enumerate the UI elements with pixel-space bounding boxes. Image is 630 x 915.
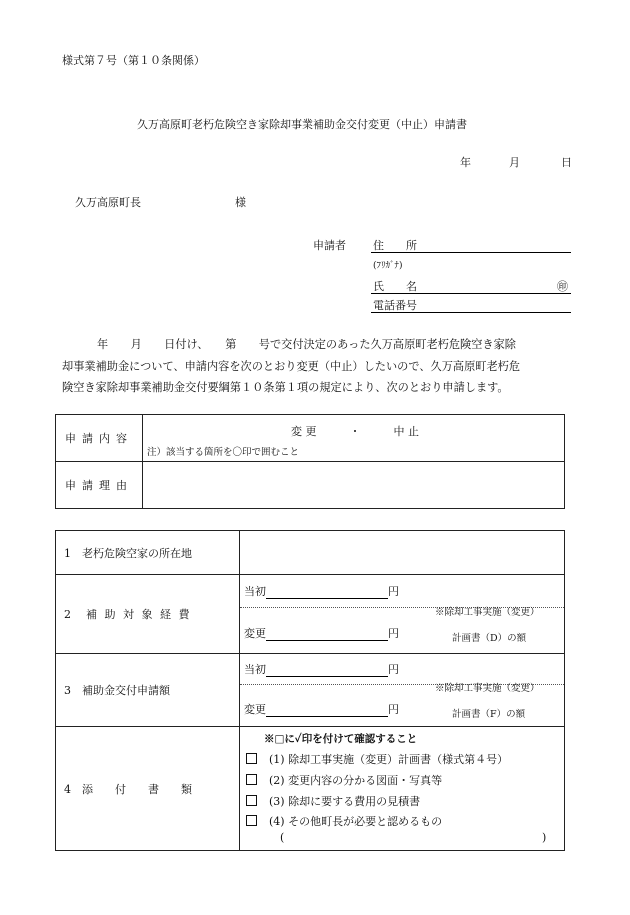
addressee-name: 久万高原町長 bbox=[75, 196, 141, 209]
date-year: 年 bbox=[460, 156, 471, 169]
cost-note-1: ※除却工事実施（変更） bbox=[435, 607, 540, 618]
content-note: 注）該当する箇所を〇印で囲むこと bbox=[147, 447, 300, 458]
cost-initial-yen: 円 bbox=[388, 585, 399, 598]
attachment-item-4[interactable] bbox=[246, 813, 442, 829]
attachments-label-cell bbox=[56, 727, 240, 851]
seal-mark: ㊞ bbox=[557, 280, 568, 293]
subsidy-initial-yen: 円 bbox=[388, 663, 399, 676]
cost-changed[interactable] bbox=[244, 625, 399, 641]
attachment-text: (2) 変更内容の分かる図面・写真等 bbox=[269, 774, 443, 787]
name-label: 氏 名 bbox=[373, 280, 417, 293]
checkbox[interactable] bbox=[246, 815, 257, 826]
reason-label-cell bbox=[56, 462, 143, 509]
body-line-1: 年 月 日付け、 第 号で交付決定のあった久万高原町老朽危険空き家除 bbox=[97, 338, 516, 351]
subsidy-note-2: 計画書（F）の額 bbox=[452, 709, 526, 720]
date-month: 月 bbox=[509, 156, 520, 169]
attachment-text: (1) 除却工事実施（変更）計画書（様式第４号） bbox=[269, 753, 509, 766]
cost-initial-label: 当初 bbox=[244, 585, 266, 598]
subsidy-label-cell bbox=[56, 654, 240, 727]
content-label: 申請内容 bbox=[65, 432, 133, 445]
checkbox[interactable] bbox=[246, 795, 257, 806]
cost-cell[interactable] bbox=[240, 575, 565, 654]
attachment-item-2[interactable] bbox=[246, 772, 442, 788]
subsidy-changed-label: 変更 bbox=[244, 703, 266, 716]
other-paren-open: ( bbox=[280, 831, 285, 844]
attachment-item-1[interactable] bbox=[246, 751, 508, 767]
address-label: 住 所 bbox=[373, 239, 417, 252]
subsidy-cell[interactable] bbox=[240, 654, 565, 727]
checkbox[interactable] bbox=[246, 753, 257, 764]
cost-note-2: 計画書（D）の額 bbox=[452, 633, 527, 644]
change-cancel-options[interactable]: 変 更 ・ 中 止 bbox=[291, 425, 419, 438]
attachment-text: (4) その他町長が必要と認めるもの bbox=[269, 815, 443, 828]
cost-changed-line[interactable] bbox=[266, 627, 388, 641]
cost-changed-label: 変更 bbox=[244, 627, 266, 640]
cost-label: 2 補 助 対 象 経 費 bbox=[64, 608, 192, 621]
furigana-label: (ﾌﾘｶﾞﾅ) bbox=[373, 261, 403, 271]
reason-cell[interactable] bbox=[143, 462, 565, 509]
application-table bbox=[55, 414, 565, 509]
subsidy-changed-yen: 円 bbox=[388, 703, 399, 716]
subsidy-changed[interactable] bbox=[244, 701, 399, 717]
addressee-honorific: 様 bbox=[235, 196, 246, 209]
form-number: 様式第７号（第１０条関係） bbox=[62, 54, 205, 67]
applicant-label: 申請者 bbox=[313, 239, 346, 252]
address-line[interactable] bbox=[371, 252, 571, 253]
attachments-label: 4 添 付 書 類 bbox=[64, 782, 192, 796]
attachments-instruction: ※□に✓印を付けて確認すること bbox=[264, 733, 418, 745]
location-cell[interactable] bbox=[240, 531, 565, 575]
subsidy-initial-label: 当初 bbox=[244, 663, 266, 676]
cost-initial-line[interactable] bbox=[266, 585, 388, 599]
checkbox[interactable] bbox=[246, 774, 257, 785]
body-line-2: 却事業補助金について、申請内容を次のとおり変更（中止）したいので、久万高原町老朽危 bbox=[62, 360, 521, 373]
details-table bbox=[55, 530, 565, 851]
other-paren-close: ) bbox=[542, 831, 547, 844]
subsidy-changed-line[interactable] bbox=[266, 703, 388, 717]
name-line[interactable] bbox=[371, 293, 571, 294]
content-label-cell bbox=[56, 415, 143, 462]
attachment-item-3[interactable] bbox=[246, 793, 420, 809]
location-label-cell bbox=[56, 531, 240, 575]
date-day: 日 bbox=[561, 156, 572, 169]
reason-label: 申請理由 bbox=[65, 479, 133, 492]
page-title: 久万高原町老朽危険空き家除却事業補助金交付変更（中止）申請書 bbox=[137, 118, 467, 131]
phone-label: 電話番号 bbox=[373, 299, 417, 312]
subsidy-note-1: ※除却工事実施（変更） bbox=[435, 683, 540, 694]
content-cell[interactable] bbox=[143, 415, 565, 462]
phone-line[interactable] bbox=[371, 312, 571, 313]
location-label: 1 老朽危険空家の所在地 bbox=[64, 546, 192, 560]
cost-initial[interactable] bbox=[244, 583, 399, 599]
attachments-cell bbox=[240, 727, 565, 851]
attachment-text: (3) 除却に要する費用の見積書 bbox=[269, 795, 421, 808]
cost-label-cell bbox=[56, 575, 240, 654]
cost-changed-yen: 円 bbox=[388, 627, 399, 640]
body-line-3: 険空き家除却事業補助金交付要綱第１０条第１項の規定により、次のとおり申請します。 bbox=[62, 381, 509, 394]
subsidy-initial-line[interactable] bbox=[266, 663, 388, 677]
subsidy-label: 3 補助金交付申請額 bbox=[64, 684, 170, 697]
subsidy-initial[interactable] bbox=[244, 661, 399, 677]
